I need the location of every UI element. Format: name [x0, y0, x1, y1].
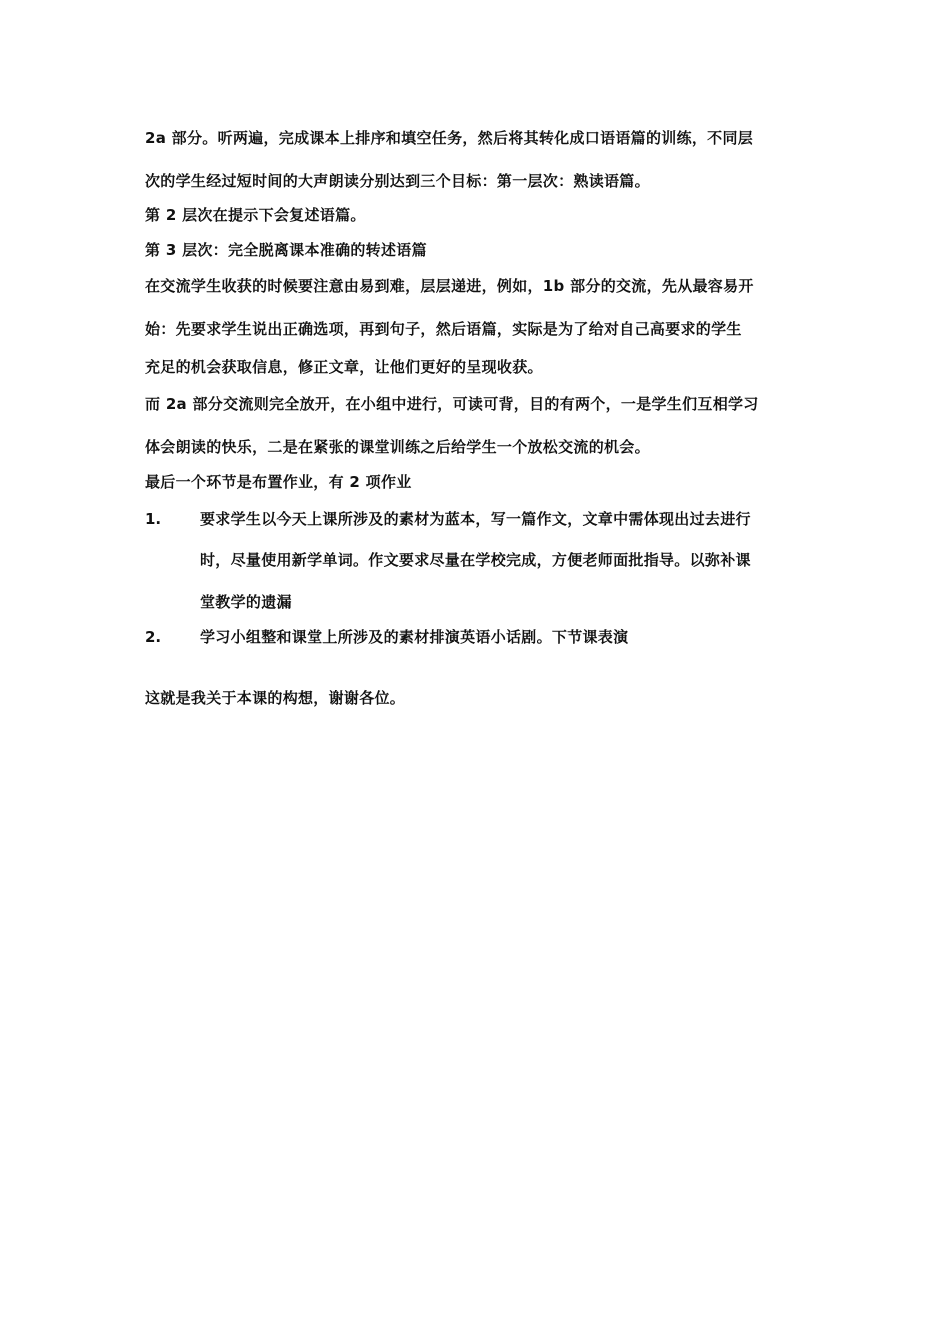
paragraph-1-line-1: 2a 部分。听两遍，完成课本上排序和填空任务，然后将其转化成口语语篇的训练，不同层	[145, 129, 754, 147]
homework-item-1-line-1: 要求学生以今天上课所涉及的素材为蓝本，写一篇作文，文章中需体现出过去进行	[200, 510, 751, 528]
homework-item-2-number: 2.	[145, 628, 162, 646]
homework-intro: 最后一个环节是布置作业，有 2 项作业	[145, 473, 412, 491]
homework-item-1-line-2: 时，尽量使用新学单词。作文要求尽量在学校完成，方便老师面批指导。以弥补课	[200, 551, 751, 569]
paragraph-3-line-2: 体会朗读的快乐，二是在紧张的课堂训练之后给学生一个放松交流的机会。	[145, 438, 650, 456]
paragraph-2-line-1: 在交流学生收获的时候要注意由易到难，层层递进，例如，1b 部分的交流，先从最容易开	[145, 277, 754, 295]
level-2-line: 第 2 层次在提示下会复述语篇。	[145, 206, 366, 224]
paragraph-2-line-3: 充足的机会获取信息，修正文章，让他们更好的呈现收获。	[145, 358, 543, 376]
homework-item-2-line-1: 学习小组整和课堂上所涉及的素材排演英语小话剧。下节课表演	[200, 628, 629, 646]
closing-line: 这就是我关于本课的构想，谢谢各位。	[145, 689, 406, 707]
level-3-line: 第 3 层次：完全脱离课本准确的转述语篇	[145, 241, 427, 259]
paragraph-1-line-2: 次的学生经过短时间的大声朗读分别达到三个目标：第一层次：熟读语篇。	[145, 172, 650, 190]
paragraph-3-line-1: 而 2a 部分交流则完全放开，在小组中进行，可读可背，目的有两个，一是学生们互相学习	[145, 395, 759, 413]
homework-item-1-number: 1.	[145, 510, 162, 528]
paragraph-2-line-2: 始：先要求学生说出正确选项，再到句子，然后语篇，实际是为了给对自己高要求的学生	[145, 320, 742, 338]
homework-item-1-line-3: 堂教学的遗漏	[200, 593, 292, 611]
